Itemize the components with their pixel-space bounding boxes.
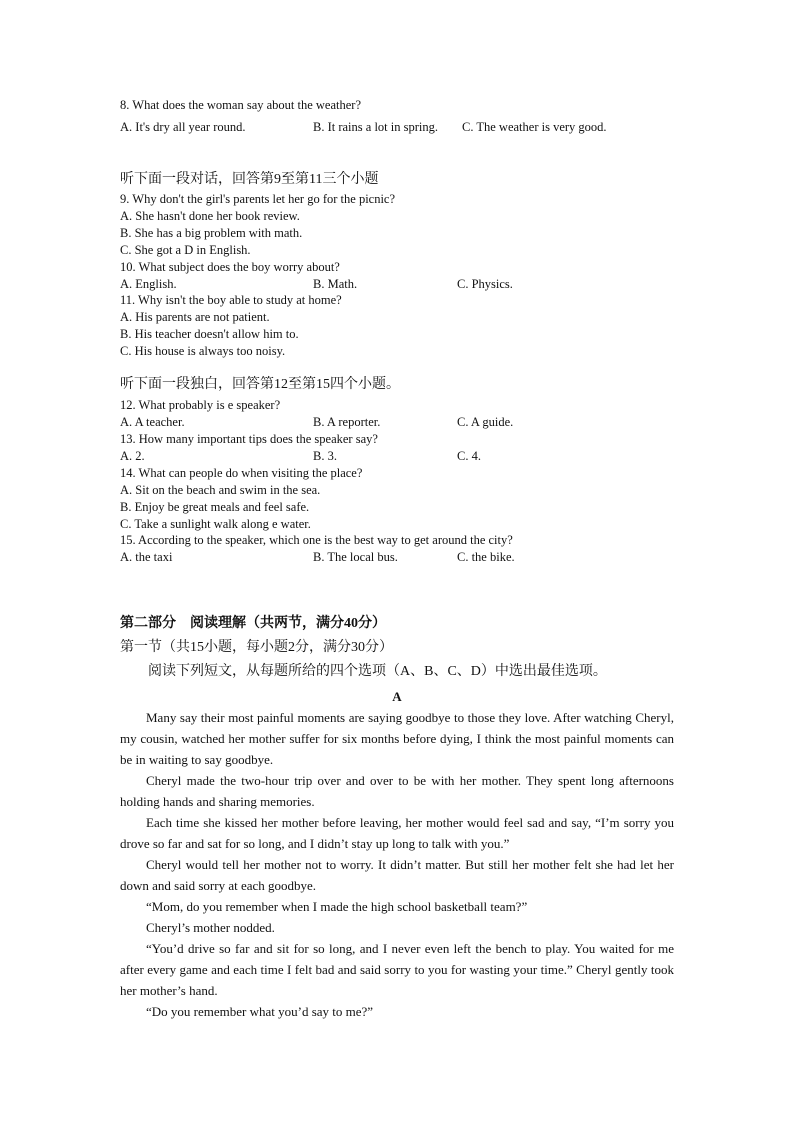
reading-passage-a (120, 686, 674, 1022)
option-c: C. The weather is very good. (462, 120, 607, 134)
passage-paragraph: “You’d drive so far and sit for so long, and I never even left the bench to play. You waited for me after every game and each time I felt bad and said sorry to you for wasting your time.” Cheryl gently took her mother’s hand. (120, 941, 674, 998)
question-11-stem: 11. Why isn't the boy able to study at home? (120, 293, 342, 307)
question-14-option-b: B. Enjoy be great meals and feel safe. (120, 500, 310, 514)
question-9-option-a: A. She hasn't done her book review. (120, 209, 300, 223)
option-a: A. A teacher. (120, 415, 185, 429)
option-c: C. 4. (457, 449, 481, 463)
passage-paragraph: “Do you remember what you’d say to me?” (146, 1004, 374, 1019)
passage-paragraph: Each time she kissed her mother before leaving, her mother would feel sad and say, “I’m sorry you drove so far and sat for so long, and I didn’t stay up long to talk with you.” (120, 815, 674, 851)
option-a: A. It's dry all year round. (120, 120, 246, 134)
passage-label: A (392, 689, 402, 704)
question-13-options (120, 448, 674, 464)
question-15-stem: 15. According to the speaker, which one is the best way to get around the city? (120, 533, 513, 547)
option-b: B. A reporter. (313, 415, 381, 429)
instruction-9-11: 听下面一段对话，回答第9至第11三个小题 (120, 172, 379, 187)
question-13-stem: 13. How many important tips does the speaker say? (120, 432, 378, 446)
question-14-stem: 14. What can people do when visiting the place? (120, 466, 363, 480)
part2-instruction: 阅读下列短文，从每题所给的四个选项（A、B、C、D）中选出最佳选项。 (148, 664, 607, 679)
question-10-options (120, 276, 674, 292)
part2-section1-header (120, 639, 393, 657)
option-b: B. It rains a lot in spring. (313, 120, 438, 134)
question-9-option-b: B. She has a big problem with math. (120, 226, 303, 240)
option-b: B. Math. (313, 277, 358, 291)
question-9-stem: 9. Why don't the girl's parents let her go for the picnic? (120, 192, 396, 206)
section1-label: 第一节（共15小题，每小题2分，满分30分） (120, 640, 393, 655)
part2-title: 第二部分 阅读理解（共两节，满分40分） (120, 616, 386, 631)
question-8-options (120, 119, 674, 135)
passage-paragraph: Cheryl would tell her mother not to worry. It didn’t matter. But still her mother felt she had let her down and said sorry at each goodbye. (120, 857, 674, 893)
option-b: B. 3. (313, 449, 337, 463)
question-11-option-a: A. His parents are not patient. (120, 310, 270, 324)
option-c: C. A guide. (457, 415, 514, 429)
question-11-option-c: C. His house is always too noisy. (120, 344, 286, 358)
question-10-stem: 10. What subject does the boy worry about? (120, 260, 340, 274)
option-a: A. the taxi (120, 550, 173, 564)
question-9-option-c: C. She got a D in English. (120, 243, 251, 257)
question-11-option-b: B. His teacher doesn't allow him to. (120, 327, 299, 341)
question-14-option-a: A. Sit on the beach and swim in the sea. (120, 483, 321, 497)
question-14-option-c: C. Take a sunlight walk along e water. (120, 517, 311, 531)
passage-paragraph: Many say their most painful moments are saying goodbye to those they love. After watching Cheryl, my cousin, watched her mother suffer for six months before dying, I think the most painful moments can be in waiting to say goodbye. (120, 710, 674, 767)
option-a: A. 2. (120, 449, 145, 463)
question-15-options (120, 549, 674, 565)
option-c: C. the bike. (457, 550, 515, 564)
passage-paragraph: “Mom, do you remember when I made the high school basketball team?” (146, 899, 528, 914)
instruction-12-15: 听下面一段独白，回答第12至第15四个小题。 (120, 377, 400, 392)
passage-paragraph: Cheryl made the two-hour trip over and over to be with her mother. They spent long afternoons holding hands and sharing memories. (120, 773, 674, 809)
option-c: C. Physics. (457, 277, 513, 291)
option-b: B. The local bus. (313, 550, 398, 564)
option-a: A. English. (120, 277, 177, 291)
question-12-options (120, 414, 674, 430)
passage-paragraph: Cheryl’s mother nodded. (146, 920, 275, 935)
question-8-stem: 8. What does the woman say about the weather? (120, 98, 362, 112)
question-12-stem: 12. What probably is e speaker? (120, 398, 281, 412)
